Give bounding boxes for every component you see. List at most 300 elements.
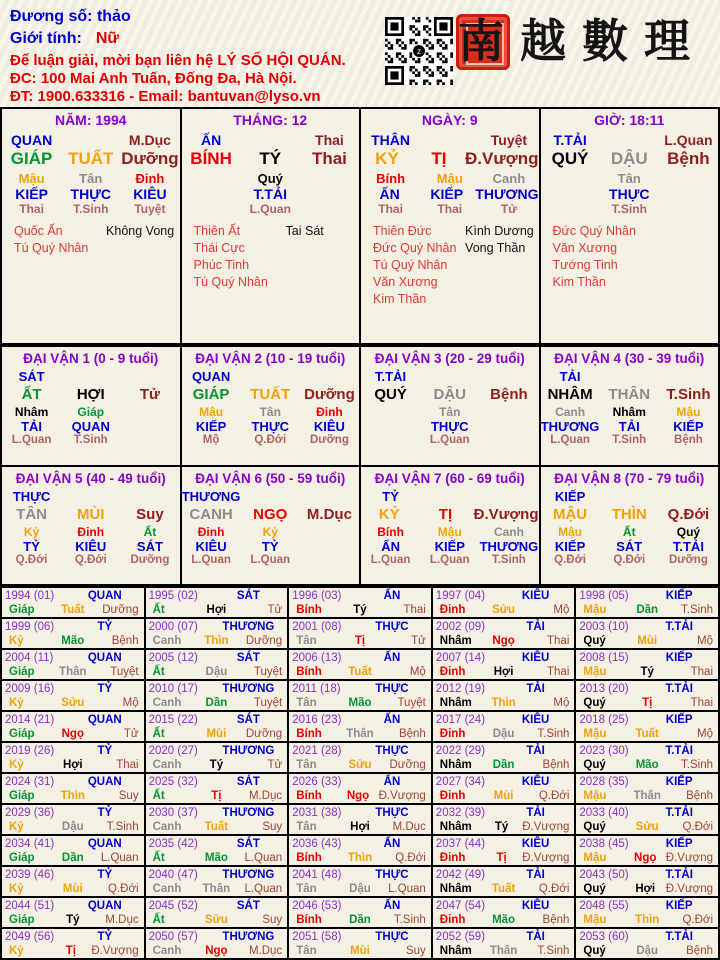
year-cell [289,805,431,834]
year-cell-top [579,620,715,634]
stage-label: Thai [403,604,426,616]
empty-slot [659,186,718,202]
year-label: 2050 (57) [148,931,198,943]
branch: Mùi [350,945,370,957]
stage-label: Q.Đới [554,553,586,566]
god-label: THỰC [375,869,409,881]
term-row [182,149,360,169]
branch: Thân [633,790,661,802]
year-label: 2032 (39) [435,807,486,819]
stem: Giáp [9,852,35,864]
term-row [541,506,719,523]
stage-label: M.Dục [128,132,171,148]
term-row [541,386,719,403]
year-label: 2051 (58) [292,931,342,943]
daivan-title: ĐẠI VẬN 6 (50 - 59 tuổi) [195,470,346,486]
empty-slot [659,369,718,384]
year-cell [289,650,431,679]
year-cell-bottom [292,665,428,679]
hidden-stem: Mậu [18,171,45,186]
term-row [541,186,719,202]
stage-label: Tuyệt [134,202,166,216]
stage-label: L.Quan [244,883,283,895]
star-item: Tú Quý Nhân [14,241,89,255]
stage-label: Bệnh [686,790,713,802]
stage-label: Bệnh [686,945,713,957]
branch: Hợi [350,821,370,833]
year-cell-bottom [5,603,141,617]
year-label: 2035 (42) [148,838,198,850]
branch: Mão [492,914,516,926]
year-cell [2,836,144,865]
term-row [361,386,539,403]
year-cell-top [292,589,428,603]
stage-label: Mộ [553,697,570,709]
stem: Mậu [583,666,607,678]
stage-label: Bệnh [542,759,570,771]
stem: Tân [296,759,317,771]
year-cell-bottom [436,758,572,772]
stage-label: Thai [315,132,344,148]
year-cell-bottom [579,913,715,927]
empty-slot [300,554,359,566]
year-cell [2,929,144,958]
star-item: Tai Sát [285,224,324,238]
year-label: 2045 (52) [148,900,198,912]
year-cell-bottom [436,603,572,617]
god-label: QUAN [87,900,122,912]
god-label: ẤN [381,538,400,554]
star-item: Kim Thần [373,292,427,306]
svg-text:z: z [416,45,422,56]
god-label: KIÊU [521,590,550,602]
pillar [182,109,360,343]
stage-label: Tuyệt [110,666,139,678]
year-cell-bottom [579,758,715,772]
year-cell-bottom [149,913,285,927]
branch: NGỌ [253,505,288,523]
god-label: KIÊU [521,776,550,788]
year-cell [576,681,718,710]
god-label: THỰC [375,621,409,633]
branch: Ngọ [205,945,228,957]
stem: Nhâm [439,821,472,833]
year-cell [2,650,144,679]
branch: Thân [59,666,87,678]
stem: KỶ [378,505,400,523]
god-label: TẢI [526,931,545,943]
god-label: QUAN [87,776,122,788]
stage-label: Đ.Vượng [473,505,539,523]
year-cell [576,619,718,648]
year-cell [146,774,288,803]
stem: Tân [296,945,317,957]
year-cell [289,588,431,617]
star-item: Đức Quý Nhân [373,241,457,255]
stage-label: Đ.Vượng [378,790,426,802]
year-cell-bottom [292,603,428,617]
star-item: Phúc Tinh [193,258,250,272]
year-label: 2028 (35) [579,776,629,788]
hidden-stem: Giáp [77,405,105,419]
branch: Mão [204,852,228,864]
stem: KỶ [375,149,399,168]
term-row [541,554,719,566]
year-cell-bottom [579,944,715,958]
god-label: KIẾP [665,900,693,912]
stem: Ất [152,604,165,616]
stem: Bính [296,852,322,864]
brand-area [448,8,712,80]
year-cell-top [149,651,285,665]
year-label: 2026 (33) [292,776,342,788]
star-item: Kình Dương [465,224,534,238]
stem: Giáp [9,914,35,926]
stage-label: Tử [500,202,517,216]
stem: Ất [152,728,165,740]
hidden-stem: Tân [259,405,281,419]
god-label: SÁT [236,900,260,912]
hidden-stem: Tân [617,171,641,186]
empty-slot [541,202,600,216]
stars-left [553,223,645,291]
stem: Mậu [583,604,607,616]
daivan-box [2,347,180,465]
year-label: 1994 (01) [5,590,55,602]
year-cell-top [292,744,428,758]
god-label: ẤN [383,590,401,602]
stage-label: L.Quan [664,132,713,148]
stem: Tân [296,697,317,709]
stage-label: M.Dục [306,505,352,523]
stage-label: Suy [405,945,426,957]
star-item: Văn Xương [552,241,618,255]
god-label: KIẾP [430,186,464,202]
year-cell-bottom [436,727,572,741]
stem: Ất [152,666,165,678]
term-row [182,202,360,216]
branch: Thân [346,728,374,740]
year-label: 1999 (06) [5,621,55,633]
stem: Đinh [439,604,466,616]
year-cell-top [292,930,428,944]
branch: Thìn [347,852,373,864]
year-cell-bottom [149,820,285,834]
branch: Tuất [204,821,229,833]
god-label: THƯƠNG [222,869,275,881]
branch: Tý [640,666,654,678]
year-cell-bottom [436,882,572,896]
stars-right [645,223,714,291]
god-label: THƯƠNG [479,538,539,554]
stem: Nhâm [439,697,472,709]
year-cell [2,619,144,648]
year-cell [146,650,288,679]
god-label: KIẾP [554,538,586,554]
branch: Dần [636,604,659,616]
year-cell-bottom [579,665,715,679]
daivan-title: ĐẠI VẬN 2 (10 - 19 tuổi) [195,351,346,366]
stage-label: Q.Đới [682,821,713,833]
branch: Thân [202,883,231,895]
branch: Dậu [636,945,659,957]
year-cell-bottom [149,603,285,617]
stem: Tân [296,883,317,895]
year-cell-bottom [149,727,285,741]
year-cell-top [5,806,141,820]
year-cell-top [579,744,715,758]
stem: Giáp [9,666,35,678]
hidden-stem: Mậu [199,405,224,419]
branch: THÌN [611,505,647,523]
stage-label: Bệnh [490,386,528,403]
empty-slot [479,369,538,384]
stage-label: Bệnh [398,728,426,740]
stage-label: Bệnh [674,434,703,446]
year-cell-bottom [436,789,572,803]
daivan-box [182,347,360,465]
hidden-stem: Mậu [558,524,583,539]
daivan-title: ĐẠI VẬN 8 (70 - 79 tuổi) [554,470,705,486]
year-label: 2006 (13) [292,652,342,664]
year-label: 2024 (31) [5,776,55,788]
god-label: QUAN [191,369,231,384]
year-label: 2040 (47) [148,869,198,881]
empty-slot [120,489,179,504]
god-label: KIÊU [521,652,550,664]
term-row [2,369,180,384]
hidden-stem: Tân [439,405,461,419]
year-cell-top [436,837,572,851]
year-cell-top [436,930,572,944]
stem: Kỷ [9,945,24,957]
god-label: ẤN [383,652,401,664]
term-row [2,489,180,504]
term-row [182,489,360,504]
stage-label: Thai [690,666,713,678]
god-label: ẤN [383,900,401,912]
year-label: 1998 (05) [579,590,629,602]
branch: Mùi [206,728,227,740]
year-cell-top [292,837,428,851]
year-cell-top [5,651,141,665]
year-cell [433,774,575,803]
year-cell [2,898,144,927]
year-label: 2005 (12) [148,652,198,664]
term-row [361,539,539,554]
term-row [541,149,719,169]
stem: Đinh [439,852,466,864]
star-item: Kim Thần [552,275,606,289]
branch: Tị [65,945,76,957]
year-cell [2,681,144,710]
god-label: ẤN [383,838,401,850]
year-cell-top [436,620,572,634]
year-label: 2048 (55) [579,900,629,912]
god-label: TẢI [526,621,545,633]
branch: TÝ [259,149,282,168]
stage-label: L.Quan [100,852,139,864]
stage-label: Thai [378,202,403,216]
year-label: 2013 (20) [579,683,629,695]
stage-label: Mộ [697,728,713,740]
god-label: TẢI [526,869,545,881]
year-label: 2014 (21) [5,714,55,726]
year-label: 2004 (11) [5,652,54,664]
stem: Tân [296,635,317,647]
year-cell-bottom [292,851,428,865]
god-label: SÁT [18,369,45,384]
stem: Canh [152,821,182,833]
stem: Kỷ [9,759,24,771]
year-cell-top [149,899,285,913]
term-row [182,186,360,202]
year-label: 2039 (46) [5,869,55,881]
term-row [182,419,360,434]
branch: HỢI [76,386,105,403]
stem: Quý [583,883,606,895]
year-cell-bottom [5,634,141,648]
hidden-stem: Đinh [77,524,105,539]
stage-label: Tử [139,386,160,403]
god-label: T.TẢI [253,186,287,202]
year-cell-bottom [292,758,428,772]
stage-label: Dưỡng [245,728,283,740]
stem: Đinh [439,790,466,802]
year-cell-top [436,651,572,665]
year-cell-bottom [5,758,141,772]
branch: Dậu [61,821,84,833]
hidden-stem: Mậu [436,171,463,186]
stem: Canh [152,945,182,957]
year-cell [146,681,288,710]
hidden-stem: Canh [555,405,586,419]
empty-slot [361,405,420,419]
year-cell-bottom [149,882,285,896]
branch: Ngọ [61,728,84,740]
year-cell [146,712,288,741]
stage-label: L.Quan [370,553,411,566]
year-cell [576,588,718,617]
year-cell-top [436,744,572,758]
stars-list [361,216,539,308]
pillar-title: NGÀY: 9 [421,112,478,128]
term-row [361,434,539,446]
stem: Quý [583,635,606,647]
year-cell-top [579,775,715,789]
branch: Ngọ [346,790,370,802]
qr-code [385,17,453,85]
empty-slot [182,171,241,186]
term-row [541,369,719,384]
god-label: THƯƠNG [181,488,241,504]
empty-slot [420,369,479,384]
year-cell [433,650,575,679]
stage-label: Tuyệt [397,697,426,709]
contact-address: ĐC: 100 Mai Anh Tuấn, Đống Đa, Hà Nội. [10,70,297,87]
year-cell [289,681,431,710]
god-label: KIẾP [665,714,693,726]
stem: Ất [152,914,165,926]
empty-slot [241,132,300,148]
year-cell-bottom [5,789,141,803]
stage-label: L.Quan [429,434,470,446]
stage-label: Suy [262,821,283,833]
stage-label: Mộ [553,604,570,616]
term-row [541,489,719,504]
stage-label: T.Sinh [666,386,711,403]
god-label: SÁT [236,590,260,602]
stem: TÂN [16,505,47,523]
star-item: Tú Quý Nhân [193,275,268,289]
branch: Mão [348,697,372,709]
year-cell-top [436,589,572,603]
empty-slot [241,369,300,384]
year-cell-top [292,868,428,882]
stem: ẤT [21,386,42,403]
god-label: THỰC [375,745,409,757]
year-label: 2033 (40) [579,807,629,819]
year-cell [289,836,431,865]
year-cell [146,588,288,617]
god-label: TỶ [23,538,40,554]
empty-slot [541,171,600,186]
stem: Tân [296,821,317,833]
stem: GIÁP [10,149,53,168]
year-cell-top [5,682,141,696]
empty-slot [361,434,420,446]
year-cell-top [436,899,572,913]
pillar-title: NĂM: 1994 [54,112,127,128]
term-row [541,525,719,539]
year-cell [146,619,288,648]
year-cell-bottom [5,727,141,741]
stage-label: L.Quan [429,553,470,566]
stars-left [194,223,286,291]
term-row [2,506,180,523]
year-cell-top [292,775,428,789]
stage-label: T.Sinh [393,914,426,926]
star-item: Thiên Ất [193,224,241,238]
year-cell [576,743,718,772]
year-cell-bottom [5,944,141,958]
branch: TUẤT [68,149,114,168]
god-label: TỶ [97,931,113,943]
year-label: 2023 (30) [579,745,629,757]
branch: Tuất [635,728,659,740]
stem: Nhâm [439,759,472,771]
stage-label: L.Quan [249,202,291,216]
god-label: KIÊU [521,714,550,726]
daivan-box [541,347,719,465]
stage-label: Dưỡng [309,434,349,446]
empty-slot [600,132,659,148]
empty-slot [420,489,479,504]
branch: Mão [635,759,659,771]
god-label: KIÊU [133,186,167,202]
stars-left [14,223,106,257]
god-label: KIÊU [195,538,227,554]
daivan-box [2,467,180,585]
stem: Ất [152,852,165,864]
stage-label: Tử [123,728,139,740]
year-cell [289,867,431,896]
god-label: T.TẢI [665,869,693,881]
god-label: THỰC [375,683,409,695]
year-label: 2007 (14) [435,652,486,664]
year-grid-section [0,586,720,960]
god-label: KIẾP [665,590,693,602]
